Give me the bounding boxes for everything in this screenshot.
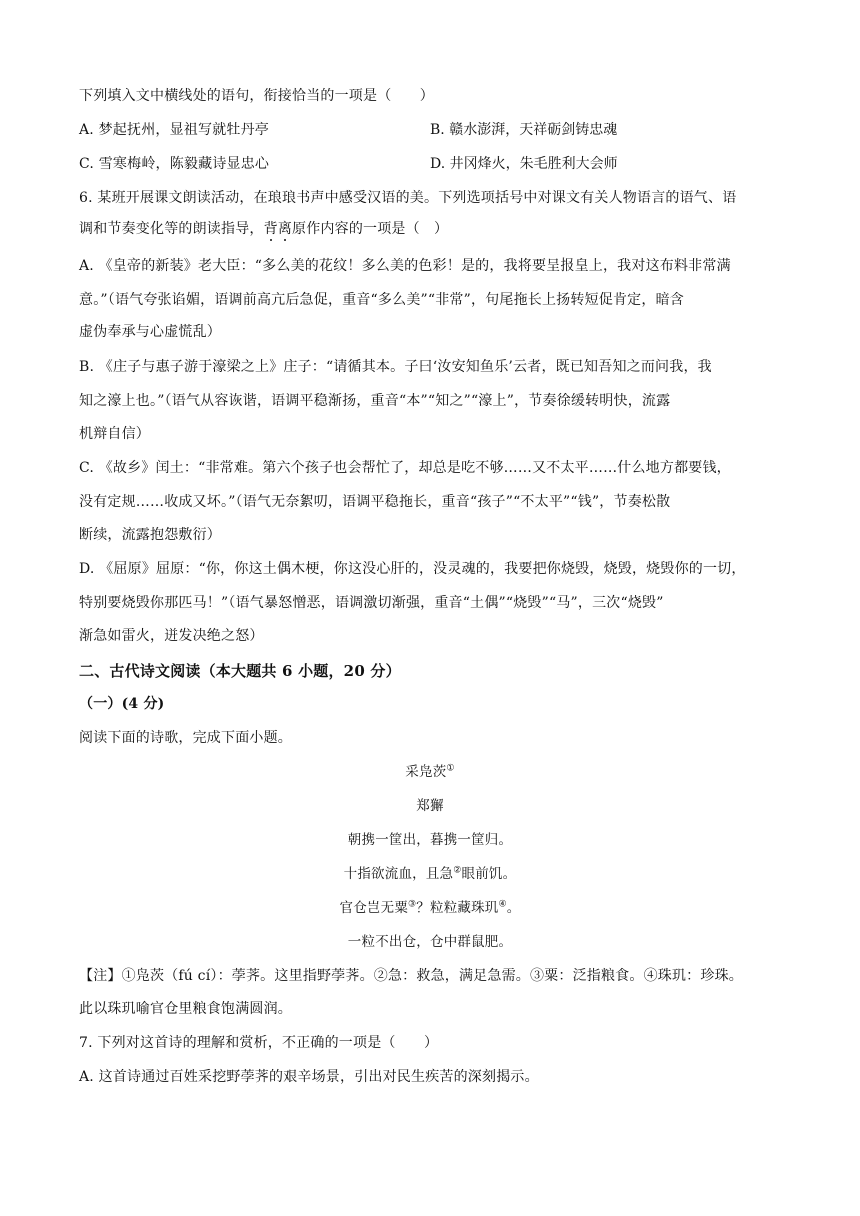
emphasis-char: 背 <box>263 221 278 237</box>
poem-text: 十指欲流血，且急 <box>343 866 454 882</box>
q6-stem-post: 原作内容的一项是（ ） <box>292 221 449 237</box>
q6-stem-line2 <box>79 219 789 239</box>
poem-line-2 <box>0 864 860 884</box>
q5-option-d: D. 井冈烽火，朱毛胜利大会师 <box>430 156 618 172</box>
q6-option-c-line3: 断续，流露抱怨敷衍） <box>79 527 221 543</box>
q6-option-a-line1: A. 《皇帝的新装》老大臣：“多么美的花纹！多么美的色彩！是的，我将要呈报皇上，我对这布料非常满 <box>79 258 731 274</box>
q6-option-a-line3: 虚伪奉承与心虚慌乱） <box>79 324 221 340</box>
q6-option-d-line1: D. 《屈原》屈原：“你，你这土偶木梗，你这没心肝的，没灵魂的，我要把你烧毁，烧毁，烧毁你的一切， <box>79 561 746 577</box>
poem-line-1: 朝携一筐出，暮携一筐归。 <box>347 832 513 848</box>
poem-line-3 <box>0 898 860 918</box>
note-marker: ④ <box>498 899 507 910</box>
q6-stem-line1: 6. 某班开展课文朗读活动，在琅琅书声中感受汉语的美。下列选项括号中对课文有关人物语言的语气、语 <box>79 190 737 206</box>
q6-option-c-line1: C. 《故乡》闰土：“非常难。第六个孩子也会帮忙了，却总是吃不够……又不太平……什么地方都要钱， <box>79 460 731 476</box>
note-marker: ② <box>453 865 462 876</box>
q6-option-b-line2: 知之濠上也。”（语气从容诙谐，语调平稳渐扬，重音“本”“知之”“濠上”，节奏徐缓转明快，流露 <box>79 393 671 409</box>
note-marker: ① <box>446 763 455 774</box>
q7-option-a: A. 这首诗通过百姓采挖野荸荠的艰辛场景，引出对民生疾苦的深刻揭示。 <box>79 1069 539 1085</box>
note-marker: ③ <box>408 899 417 910</box>
poem-line-4: 一粒不出仓，仓中群鼠肥。 <box>347 934 513 950</box>
poem-author: 郑獬 <box>416 798 444 814</box>
q6-option-d-line3: 渐急如雷火，迸发决绝之怒） <box>79 628 264 644</box>
q5-option-c: C. 雪寒梅岭，陈毅藏诗显忠心 <box>79 156 270 172</box>
q5-option-b: B. 赣水澎湃，天祥砺剑铸忠魂 <box>430 122 618 138</box>
poem-text: 官仓岂无粟 <box>339 900 409 916</box>
reading-instruction: 阅读下面的诗歌，完成下面小题。 <box>79 730 292 746</box>
section-title: 二、古代诗文阅读（本大题共 6 小题，20 分） <box>79 662 401 680</box>
q7-stem: 7. 下列对这首诗的理解和赏析，不正确的一项是（ ） <box>79 1035 439 1051</box>
poem-title-text: 采凫茨 <box>405 764 447 780</box>
notes-line1: 【注】①凫茨（fú cí）：荸荠。这里指野荸荠。②急：救急，满足急需。③粟：泛指粮食。④珠玑：珍珠。 <box>79 968 743 984</box>
q6-option-a-line2: 意。”（语气夸张谄媚，语调前高亢后急促，重音“多么美”“非常”，句尾拖长上扬转短促肯定，暗含 <box>79 292 684 308</box>
q6-option-d-line2: 特别要烧毁你那匹马！”（语气暴怒憎恶，语调激切渐强，重音“土偶”“烧毁”“马”，三次“烧毁” <box>79 595 664 611</box>
notes-line2: 此以珠玑喻官仓里粮食饱满圆润。 <box>79 1001 292 1017</box>
poem-text: ？粒粒藏珠玑 <box>416 900 499 916</box>
q6-option-b-line3: 机辩自信） <box>79 426 150 442</box>
poem-text: 眼前饥。 <box>461 866 517 882</box>
q6-stem-pre: 调和节奏变化等的朗读指导， <box>79 221 264 237</box>
q5-option-a: A. 梦起抚州，显祖写就牡丹亭 <box>79 122 270 138</box>
q6-option-b-line1: B. 《庄子与惠子游于濠梁之上》庄子：“请循其本。子曰‘汝安知鱼乐’云者，既已知吾知之而问我，我 <box>79 359 712 375</box>
poem-title <box>0 762 860 782</box>
q5-stem: 下列填入文中横线处的语句，衔接恰当的一项是（ ） <box>79 88 434 104</box>
emphasis-char: 离 <box>277 221 293 237</box>
q6-option-c-line2: 没有定规……收成又坏。”（语气无奈絮叨，语调平稳拖长，重音“孩子”“不太平”“钱”，节奏松散 <box>79 494 671 510</box>
subsection-title: （一）(4 分) <box>79 696 165 712</box>
poem-text: 。 <box>506 900 521 916</box>
